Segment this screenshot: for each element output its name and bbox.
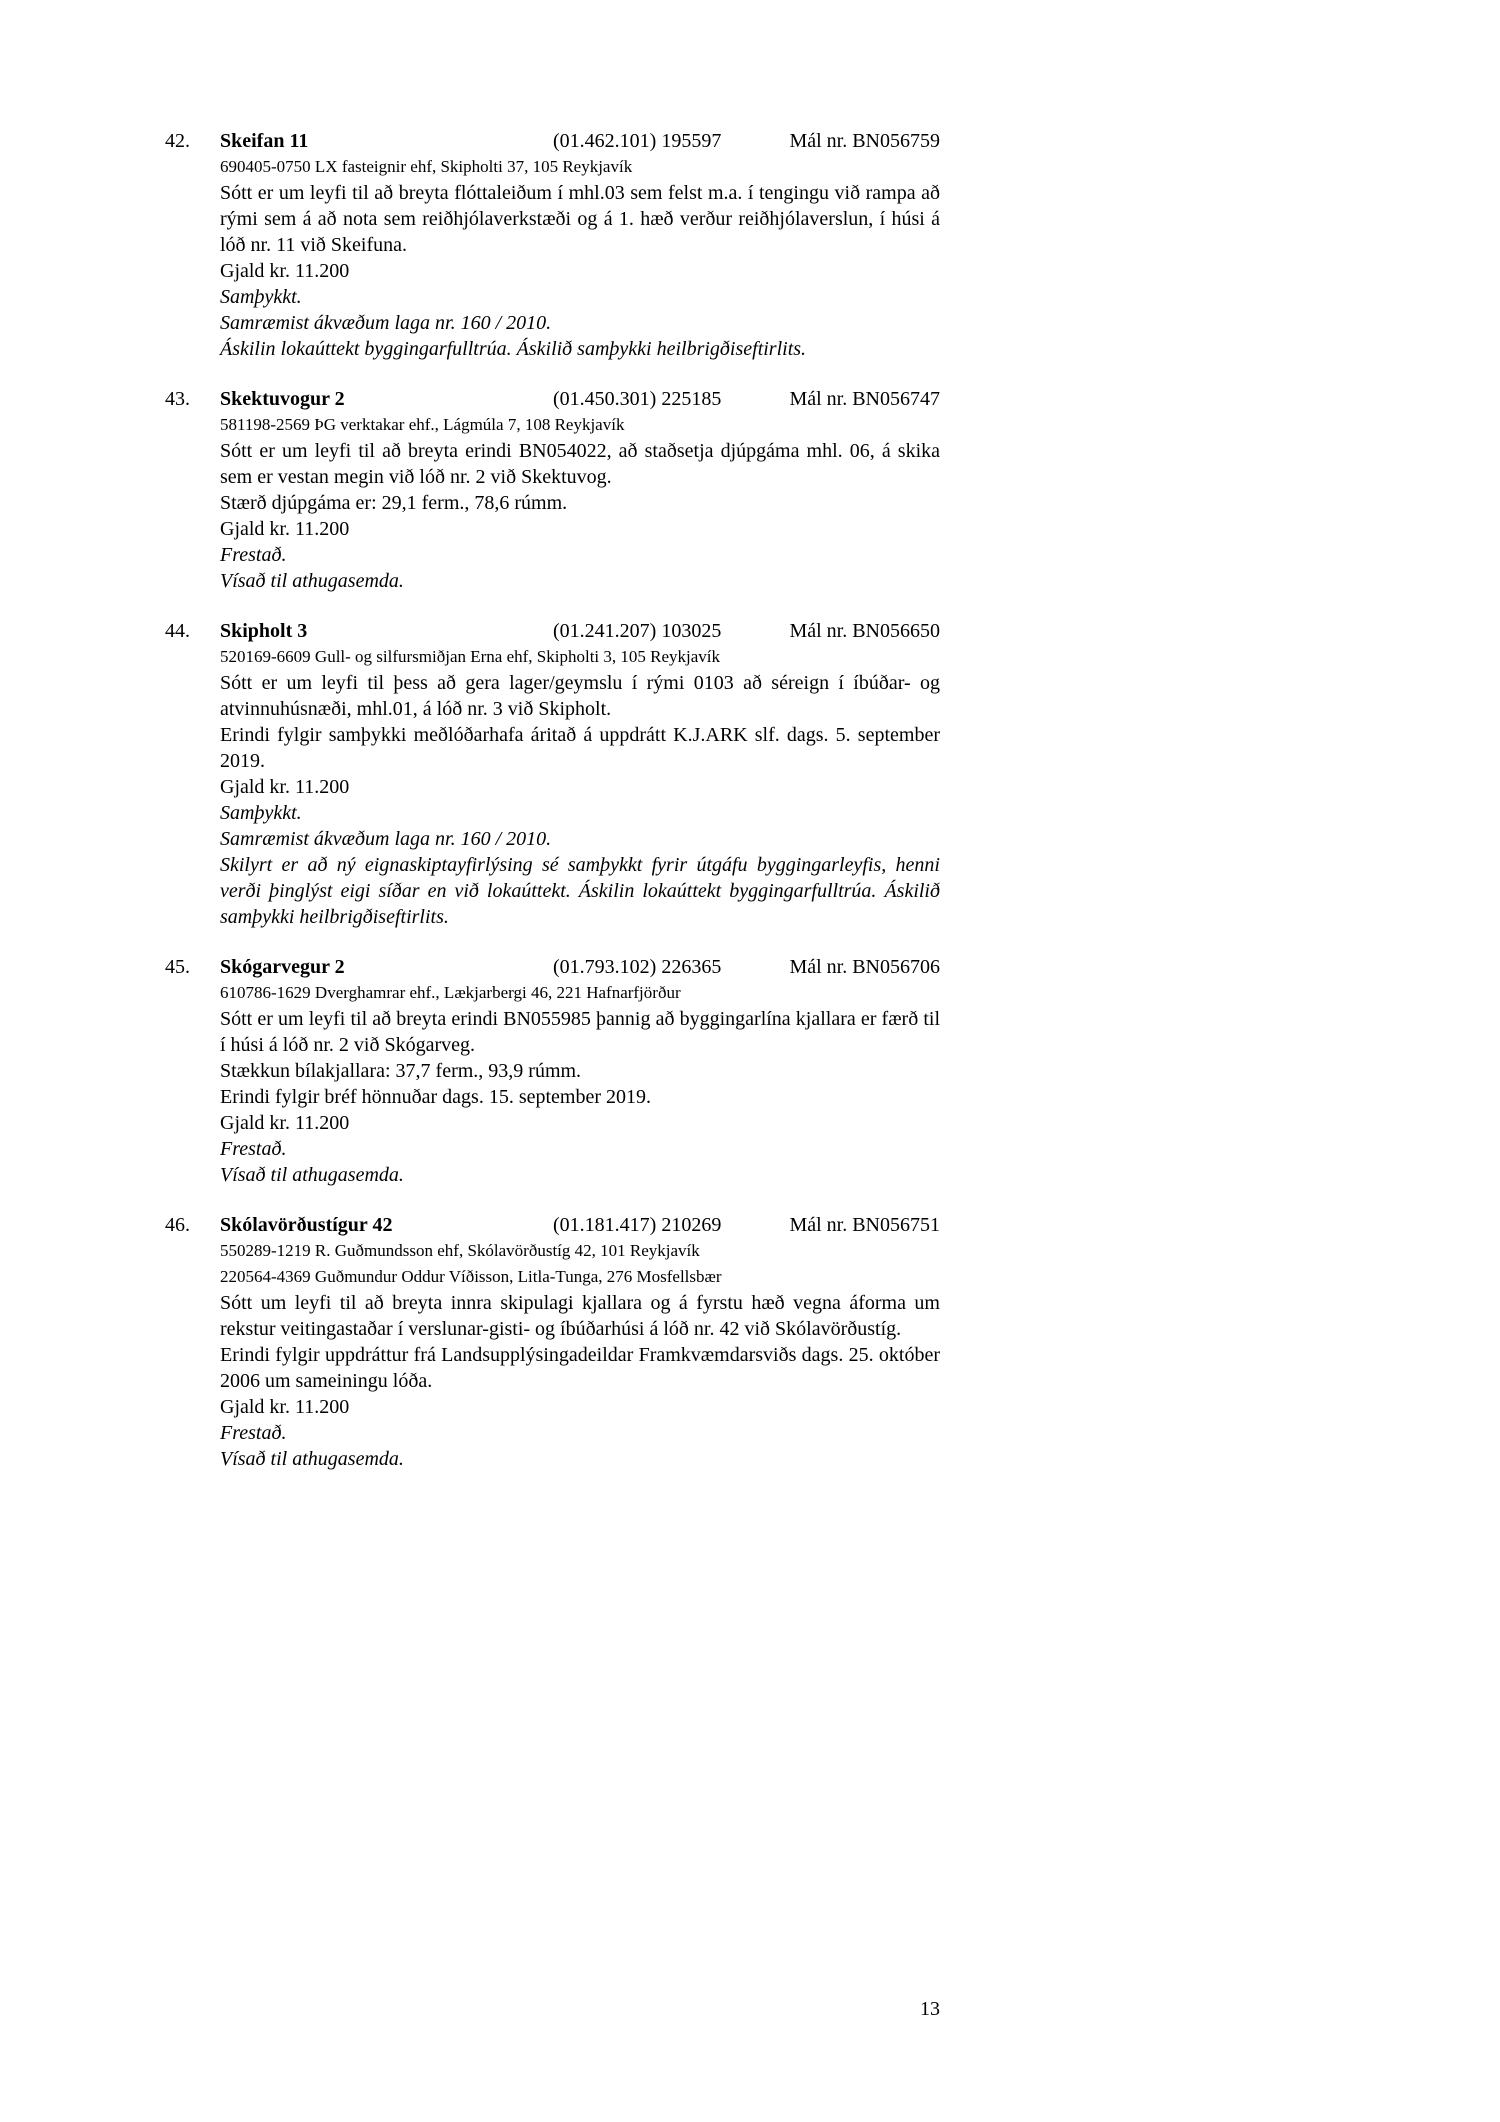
description-paragraph: Sótt er um leyfi til að breyta flóttaleiðum í mhl.03 sem felst m.a. í tengingu við rampa að rými sem á að nota sem reiðhjólaverkstæði og á 1. hæð verður reiðhjólaverslun, í húsi á lóð nr. 11 við Skeifuna. xyxy=(220,182,940,256)
item-header xyxy=(220,386,940,412)
party-line: 581198-2569 ÞG verktakar ehf., Lágmúla 7, 108 Reykjavík xyxy=(220,415,625,434)
case-reference: (01.181.417) 210269 xyxy=(553,1214,722,1236)
item-address-title: Skeifan 11 xyxy=(220,130,309,152)
case-reference: (01.241.207) 103025 xyxy=(553,620,722,642)
item-header xyxy=(220,1212,940,1238)
item-number: 44. xyxy=(165,620,190,642)
party-line: 220564-4369 Guðmundur Oddur Víðisson, Litla-Tunga, 276 Mosfellsbær xyxy=(220,1267,722,1286)
verdict-line: Áskilin lokaúttekt byggingarfulltrúa. Áskilið samþykki heilbrigðiseftirlits. xyxy=(220,338,807,360)
case-reference: (01.450.301) 225185 xyxy=(553,388,722,410)
verdict-line: Samræmist ákvæðum laga nr. 160 / 2010. xyxy=(220,828,552,850)
verdict-line: Frestað. xyxy=(220,1138,287,1160)
party-line: 520169-6609 Gull- og silfursmiðjan Erna ehf, Skipholti 3, 105 Reykjavík xyxy=(220,647,721,666)
item-header xyxy=(220,954,940,980)
item-body xyxy=(220,438,940,594)
verdict-line: Samþykkt. xyxy=(220,802,302,824)
item-body xyxy=(220,1290,940,1472)
detail-line: Gjald kr. 11.200 xyxy=(220,518,350,540)
item-header xyxy=(220,128,940,154)
case-number: Mál nr. BN056751 xyxy=(789,1214,940,1236)
verdict-line: Vísað til athugasemda. xyxy=(220,1448,404,1470)
item-header xyxy=(220,618,940,644)
verdict-line: Vísað til athugasemda. xyxy=(220,570,404,592)
item-number: 42. xyxy=(165,130,190,152)
party-line: 690405-0750 LX fasteignir ehf, Skipholti 37, 105 Reykjavík xyxy=(220,157,633,176)
parties-list xyxy=(220,154,940,180)
verdict-line: Vísað til athugasemda. xyxy=(220,1164,404,1186)
item-address-title: Skólavörðustígur 42 xyxy=(220,1214,393,1236)
agenda-item xyxy=(165,618,940,930)
case-reference: (01.793.102) 226365 xyxy=(553,956,722,978)
agenda-item xyxy=(165,128,940,362)
verdict-line: Samþykkt. xyxy=(220,286,302,308)
description-paragraph: Sótt er um leyfi til að breyta erindi BN055985 þannig að byggingarlína kjallara er færð til í húsi á lóð nr. 2 við Skógarveg. xyxy=(220,1008,940,1056)
party-line: 550289-1219 R. Guðmundsson ehf, Skólavörðustíg 42, 101 Reykjavík xyxy=(220,1241,700,1260)
description-paragraph: Sótt um leyfi til að breyta innra skipulagi kjallara og á fyrstu hæð vegna áforma um rekstur veitingastaðar í verslunar-gisti- og íbúðarhúsi á lóð nr. 42 við Skólavörðustíg. xyxy=(220,1292,940,1340)
agenda-items-list xyxy=(165,128,940,1496)
detail-line: Gjald kr. 11.200 xyxy=(220,260,350,282)
case-number: Mál nr. BN056747 xyxy=(789,388,940,410)
description-paragraph: Sótt er um leyfi til þess að gera lager/geymslu í rými 0103 að séreign í íbúðar- og atvinnuhúsnæði, mhl.01, á lóð nr. 3 við Skipholt. xyxy=(220,672,940,720)
verdict-line: Skilyrt er að ný eignaskiptayfirlýsing sé samþykkt fyrir útgáfu byggingarleyfis, henni verði þinglýst eigi síðar en við lokaúttekt. Áskilin lokaúttekt byggingarfulltrúa. Áskilið samþykki heilbrigðiseftirlits. xyxy=(220,854,940,928)
item-body xyxy=(220,180,940,362)
detail-line: Gjald kr. 11.200 xyxy=(220,776,350,798)
item-address-title: Skipholt 3 xyxy=(220,620,308,642)
agenda-item xyxy=(165,386,940,594)
detail-line: Stærð djúpgáma er: 29,1 ferm., 78,6 rúmm. xyxy=(220,492,568,514)
parties-list xyxy=(220,644,940,670)
detail-line: Stækkun bílakjallara: 37,7 ferm., 93,9 rúmm. xyxy=(220,1060,582,1082)
verdict-line: Frestað. xyxy=(220,544,287,566)
item-body xyxy=(220,670,940,930)
case-reference: (01.462.101) 195597 xyxy=(553,130,722,152)
case-number: Mál nr. BN056650 xyxy=(789,620,940,642)
description-paragraph: Erindi fylgir uppdráttur frá Landsupplýsingadeildar Framkvæmdarsviðs dags. 25. október 2006 um sameiningu lóða. xyxy=(220,1344,940,1392)
page-number: 13 xyxy=(920,1998,940,2020)
verdict-line: Frestað. xyxy=(220,1422,287,1444)
item-address-title: Skektuvogur 2 xyxy=(220,388,345,410)
verdict-line: Samræmist ákvæðum laga nr. 160 / 2010. xyxy=(220,312,552,334)
parties-list xyxy=(220,412,940,438)
item-body xyxy=(220,1006,940,1188)
agenda-item xyxy=(165,1212,940,1472)
description-paragraph: Erindi fylgir samþykki meðlóðarhafa áritað á uppdrátt K.J.ARK slf. dags. 5. september 2019. xyxy=(220,724,940,772)
item-number: 43. xyxy=(165,388,190,410)
case-number: Mál nr. BN056759 xyxy=(789,130,940,152)
agenda-item xyxy=(165,954,940,1188)
detail-line: Gjald kr. 11.200 xyxy=(220,1396,350,1418)
item-number: 45. xyxy=(165,956,190,978)
item-address-title: Skógarvegur 2 xyxy=(220,956,345,978)
item-number: 46. xyxy=(165,1214,190,1236)
parties-list xyxy=(220,980,940,1006)
parties-list xyxy=(220,1238,940,1290)
description-paragraph: Sótt er um leyfi til að breyta erindi BN054022, að staðsetja djúpgáma mhl. 06, á skika sem er vestan megin við lóð nr. 2 við Skektuvog. xyxy=(220,440,940,488)
case-number: Mál nr. BN056706 xyxy=(789,956,940,978)
detail-line: Erindi fylgir bréf hönnuðar dags. 15. september 2019. xyxy=(220,1086,652,1108)
detail-line: Gjald kr. 11.200 xyxy=(220,1112,350,1134)
party-line: 610786-1629 Dverghamrar ehf., Lækjarbergi 46, 221 Hafnarfjörður xyxy=(220,983,681,1002)
